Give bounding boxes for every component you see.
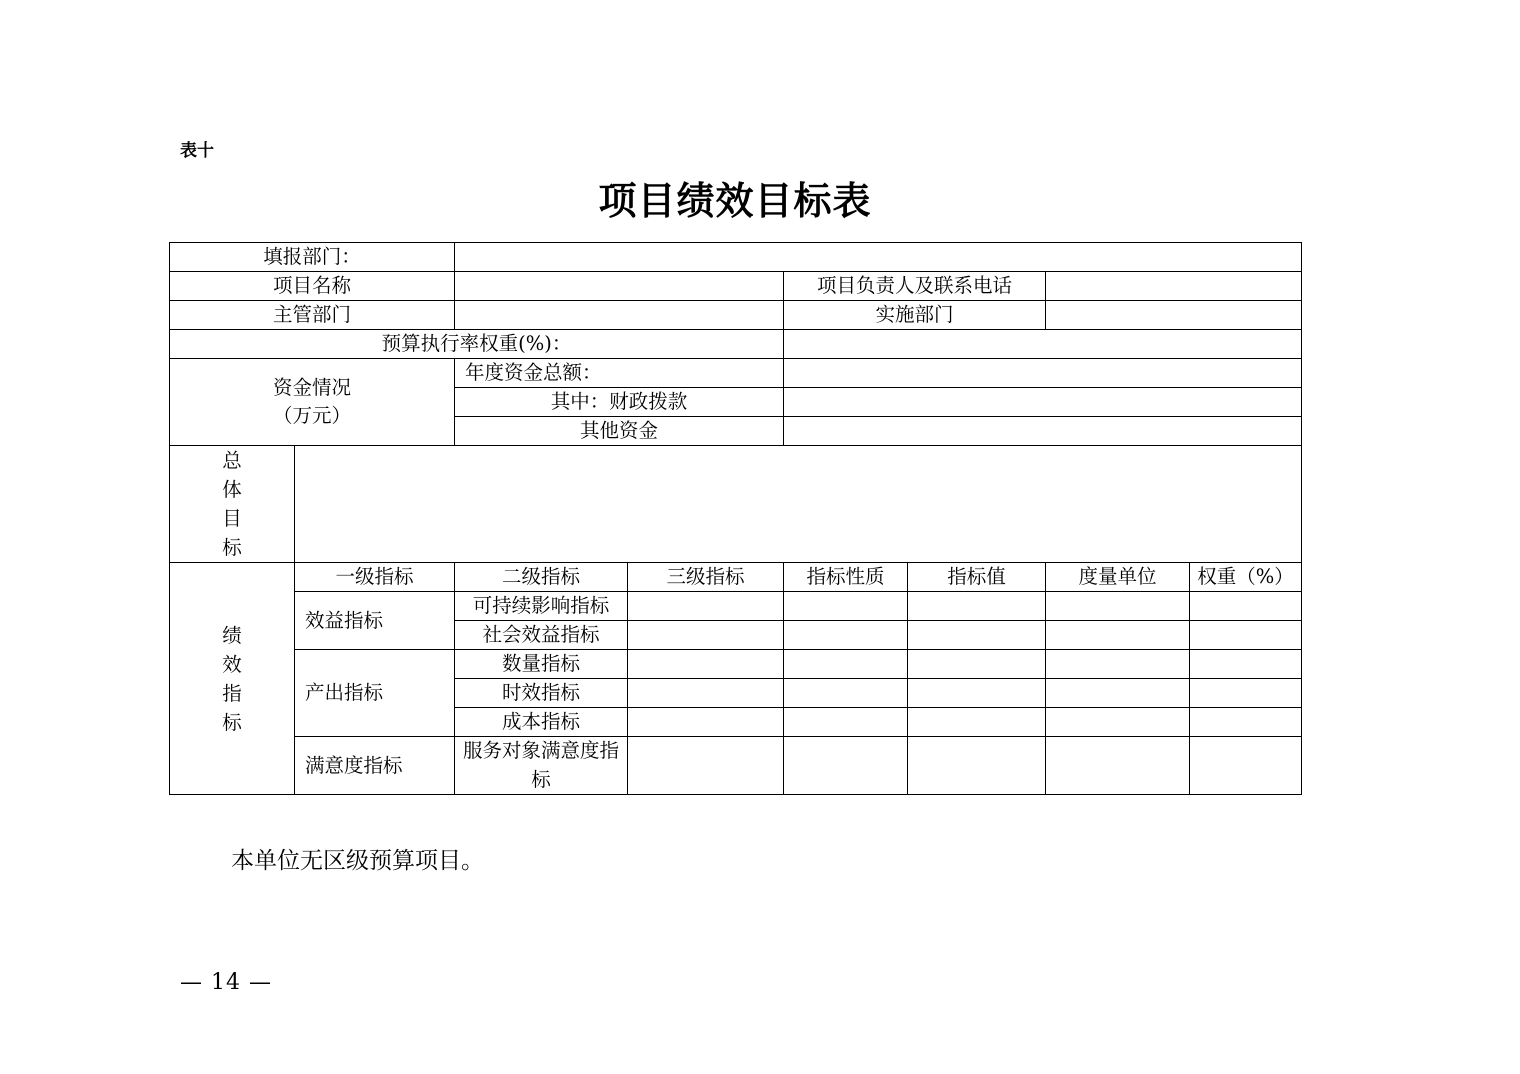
project-lead-field[interactable] <box>1046 272 1302 301</box>
nature-cell[interactable] <box>784 737 908 795</box>
level1-satisfaction: 满意度指标 <box>295 737 455 795</box>
fiscal-funding-field[interactable] <box>784 388 1302 417</box>
performance-indicators-label-text: 绩效指标 <box>222 623 242 734</box>
weight-cell[interactable] <box>1190 592 1302 621</box>
nature-cell[interactable] <box>784 708 908 737</box>
funding-label <box>170 359 455 446</box>
level3-cell[interactable] <box>628 650 784 679</box>
value-cell[interactable] <box>908 621 1046 650</box>
unit-cell[interactable] <box>1046 679 1190 708</box>
level3-cell[interactable] <box>628 708 784 737</box>
level3-cell[interactable] <box>628 592 784 621</box>
header-level1: 一级指标 <box>295 563 455 592</box>
funding-label-line1: 资金情况 <box>273 375 352 399</box>
table-row <box>170 592 1302 621</box>
overall-goal-field[interactable] <box>295 446 1302 563</box>
table-row <box>170 330 1302 359</box>
header-weight: 权重（%） <box>1190 563 1302 592</box>
weight-cell[interactable] <box>1190 708 1302 737</box>
header-unit: 度量单位 <box>1046 563 1190 592</box>
supervising-dept-label: 主管部门 <box>170 301 455 330</box>
implementing-dept-label: 实施部门 <box>784 301 1046 330</box>
header-value: 指标值 <box>908 563 1046 592</box>
nature-cell[interactable] <box>784 679 908 708</box>
budget-weight-field[interactable] <box>784 330 1302 359</box>
table-row <box>170 563 1302 592</box>
level2-timeliness: 时效指标 <box>455 679 628 708</box>
value-cell[interactable] <box>908 708 1046 737</box>
value-cell[interactable] <box>908 737 1046 795</box>
table-row <box>170 272 1302 301</box>
unit-cell[interactable] <box>1046 621 1190 650</box>
nature-cell[interactable] <box>784 592 908 621</box>
unit-cell[interactable] <box>1046 737 1190 795</box>
value-cell[interactable] <box>908 592 1046 621</box>
table-row <box>170 301 1302 330</box>
budget-weight-label: 预算执行率权重(%)： <box>170 330 784 359</box>
table-row <box>170 650 1302 679</box>
weight-cell[interactable] <box>1190 737 1302 795</box>
header-level2: 二级指标 <box>455 563 628 592</box>
nature-cell[interactable] <box>784 621 908 650</box>
performance-indicators-label <box>170 563 295 795</box>
level1-output: 产出指标 <box>295 650 455 737</box>
header-nature: 指标性质 <box>784 563 908 592</box>
table-row <box>170 359 1302 388</box>
reporting-dept-field[interactable] <box>455 243 1302 272</box>
overall-goal-label-text: 总体目标 <box>222 449 242 559</box>
value-cell[interactable] <box>908 679 1046 708</box>
project-name-field[interactable] <box>455 272 784 301</box>
header-level3: 三级指标 <box>628 563 784 592</box>
weight-cell[interactable] <box>1190 679 1302 708</box>
annual-total-field[interactable] <box>784 359 1302 388</box>
project-name-label: 项目名称 <box>170 272 455 301</box>
nature-cell[interactable] <box>784 650 908 679</box>
funding-label-line2: （万元） <box>273 404 352 427</box>
level1-benefit: 效益指标 <box>295 592 455 650</box>
reporting-dept-label: 填报部门： <box>170 243 455 272</box>
value-cell[interactable] <box>908 650 1046 679</box>
note-text: 本单位无区级预算项目。 <box>231 848 484 874</box>
level2-sustainable: 可持续影响指标 <box>455 592 628 621</box>
level2-quantity: 数量指标 <box>455 650 628 679</box>
fiscal-funding-label: 其中：财政拨款 <box>455 388 784 417</box>
supervising-dept-field[interactable] <box>455 301 784 330</box>
level2-cost: 成本指标 <box>455 708 628 737</box>
document-title: 项目绩效目标表 <box>598 178 872 223</box>
other-funds-label: 其他资金 <box>455 417 784 446</box>
level3-cell[interactable] <box>628 621 784 650</box>
level3-cell[interactable] <box>628 737 784 795</box>
other-funds-field[interactable] <box>784 417 1302 446</box>
level2-service-satisfaction: 服务对象满意度指标 <box>455 737 628 795</box>
table-number-label: 表十 <box>180 141 214 161</box>
unit-cell[interactable] <box>1046 708 1190 737</box>
page-number: — 14 — <box>180 970 272 995</box>
weight-cell[interactable] <box>1190 650 1302 679</box>
annual-total-label: 年度资金总额： <box>455 359 784 388</box>
implementing-dept-field[interactable] <box>1046 301 1302 330</box>
table-row <box>170 446 1302 563</box>
overall-goal-label <box>170 446 295 563</box>
performance-target-table <box>169 242 1302 795</box>
weight-cell[interactable] <box>1190 621 1302 650</box>
level3-cell[interactable] <box>628 679 784 708</box>
table-row <box>170 243 1302 272</box>
project-lead-label: 项目负责人及联系电话 <box>784 272 1046 301</box>
unit-cell[interactable] <box>1046 592 1190 621</box>
level2-social: 社会效益指标 <box>455 621 628 650</box>
unit-cell[interactable] <box>1046 650 1190 679</box>
